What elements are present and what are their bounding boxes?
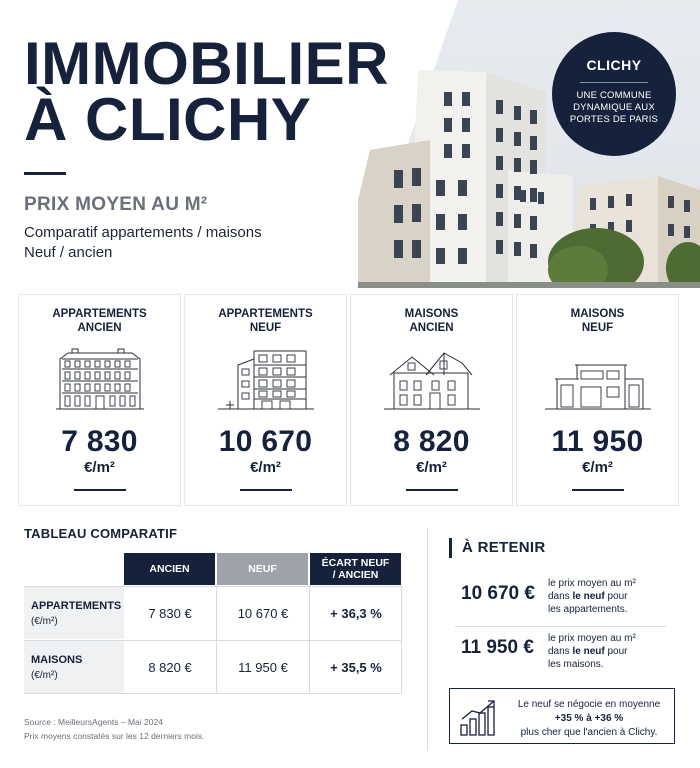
card-label-line-1: MAISONS xyxy=(570,308,625,320)
retenir-desc-maisons xyxy=(548,632,658,671)
card-divider xyxy=(572,489,624,491)
desc-line: les maisons. xyxy=(548,659,604,670)
card-label-line-1: APPARTEMENTS xyxy=(218,308,313,320)
row-label-bg xyxy=(24,641,124,693)
badge-text xyxy=(566,90,662,126)
card-maisons-ancien xyxy=(350,294,513,506)
card-label-line-2: ANCIEN xyxy=(409,322,454,334)
desc-text: dans xyxy=(548,646,573,657)
title-divider xyxy=(24,172,66,175)
card-price: 11 950 xyxy=(551,425,644,458)
note-line-2: +35 % à +36 % xyxy=(554,713,624,724)
haussmann-building-icon xyxy=(19,345,180,417)
desc-text: pour xyxy=(604,646,628,657)
card-label-line-1: MAISONS xyxy=(404,308,459,320)
card-unit: €/m² xyxy=(84,459,115,476)
card-label xyxy=(185,307,346,335)
desc-bold: le neuf xyxy=(572,646,605,657)
card-label xyxy=(351,307,512,335)
retenir-accent-bar xyxy=(449,538,452,558)
retenir-value-appartements: 10 670 € xyxy=(461,583,535,604)
bar-chart-up-icon xyxy=(458,697,498,742)
retenir-title: À RETENIR xyxy=(462,539,546,556)
cell-maisons-ancien: 8 820 € xyxy=(148,659,192,675)
badge-text-line-1: UNE COMMUNE xyxy=(576,90,652,101)
retenir-desc-appartements xyxy=(548,577,658,616)
hero-section xyxy=(0,0,700,288)
cell-appartements-neuf: 10 670 € xyxy=(237,605,289,621)
badge-text-line-3: PORTES DE PARIS xyxy=(569,114,659,125)
card-appartements-neuf xyxy=(184,294,347,506)
retenir-value-maisons: 11 950 € xyxy=(461,637,534,658)
card-label-line-2: NEUF xyxy=(249,322,282,334)
title-line-2: À CLICHY xyxy=(24,86,312,153)
desc-bold: le neuf xyxy=(572,591,605,602)
row-label-maisons: MAISONS xyxy=(31,654,83,666)
cell-appartements-ecart: + 36,3 % xyxy=(330,605,382,621)
card-price: 7 830 xyxy=(61,425,138,458)
cell-maisons-neuf: 11 950 € xyxy=(238,659,288,675)
card-unit: €/m² xyxy=(582,459,613,476)
header-neuf: NEUF xyxy=(217,553,308,585)
note-line-3: plus cher que l'ancien à Clichy. xyxy=(520,727,658,738)
row-unit: (€/m²) xyxy=(31,670,58,681)
modern-house-icon xyxy=(517,345,678,417)
modern-apartment-building-icon xyxy=(185,345,346,417)
cell-maisons-ecart: + 35,5 % xyxy=(330,659,382,675)
row-label-appartements: APPARTEMENTS xyxy=(31,600,122,612)
desc-text: dans xyxy=(548,591,573,602)
header-ancien: ANCIEN xyxy=(124,553,215,585)
card-unit: €/m² xyxy=(250,459,281,476)
badge-title: CLICHY xyxy=(586,57,642,73)
table-title: TABLEAU COMPARATIF xyxy=(24,526,178,541)
card-appartements-ancien xyxy=(18,294,181,506)
card-price: 10 670 xyxy=(218,425,313,458)
desc-line: le prix moyen au m² xyxy=(548,578,636,589)
note-text xyxy=(508,698,670,740)
desc-line xyxy=(548,590,658,603)
card-divider xyxy=(74,489,126,491)
header-ecart-line-1: ÉCART NEUF xyxy=(321,557,390,569)
note-box xyxy=(449,688,675,744)
desc-text: pour xyxy=(604,591,628,602)
desc-line xyxy=(548,645,658,658)
note-line-1: Le neuf se négocie en moyenne xyxy=(517,699,661,710)
source-line-2: Prix moyens constatés sur les 12 derniers mois. xyxy=(24,731,205,741)
retenir-divider xyxy=(455,626,666,627)
card-unit: €/m² xyxy=(416,459,447,476)
card-maisons-neuf xyxy=(516,294,679,506)
main-title xyxy=(24,30,389,153)
badge-divider xyxy=(580,82,648,83)
header-ecart xyxy=(310,553,401,585)
source-note xyxy=(24,715,204,743)
desc-line: le prix moyen au m² xyxy=(548,633,636,644)
old-house-icon xyxy=(351,345,512,417)
card-divider xyxy=(240,489,292,491)
card-price: 8 820 xyxy=(393,425,470,458)
row-label-bg xyxy=(24,587,124,639)
badge-text-line-2: DYNAMIQUE AUX xyxy=(573,102,655,113)
row-unit: (€/m²) xyxy=(31,616,58,627)
desc-line: les appartements. xyxy=(548,604,628,615)
price-cards xyxy=(18,294,682,506)
card-divider xyxy=(406,489,458,491)
card-label-line-1: APPARTEMENTS xyxy=(52,308,147,320)
header-ecart-line-2: / ANCIEN xyxy=(332,569,379,581)
card-label-line-2: NEUF xyxy=(581,322,614,334)
card-label xyxy=(19,307,180,335)
subtitle-line-1: Comparatif appartements / maisons xyxy=(24,224,262,241)
source-line-1: Source : MeilleursAgents – Mai 2024 xyxy=(24,717,163,727)
subtitle: PRIX MOYEN AU M² xyxy=(24,194,208,215)
subtitle-line-2: Neuf / ancien xyxy=(24,244,113,261)
cell-appartements-ancien: 7 830 € xyxy=(148,605,192,621)
table-divider xyxy=(24,693,402,694)
card-label-line-2: ANCIEN xyxy=(77,322,122,334)
clichy-badge xyxy=(552,32,676,156)
card-label xyxy=(517,307,678,335)
title-line-1: IMMOBILIER xyxy=(24,30,389,97)
section-separator xyxy=(427,528,428,750)
